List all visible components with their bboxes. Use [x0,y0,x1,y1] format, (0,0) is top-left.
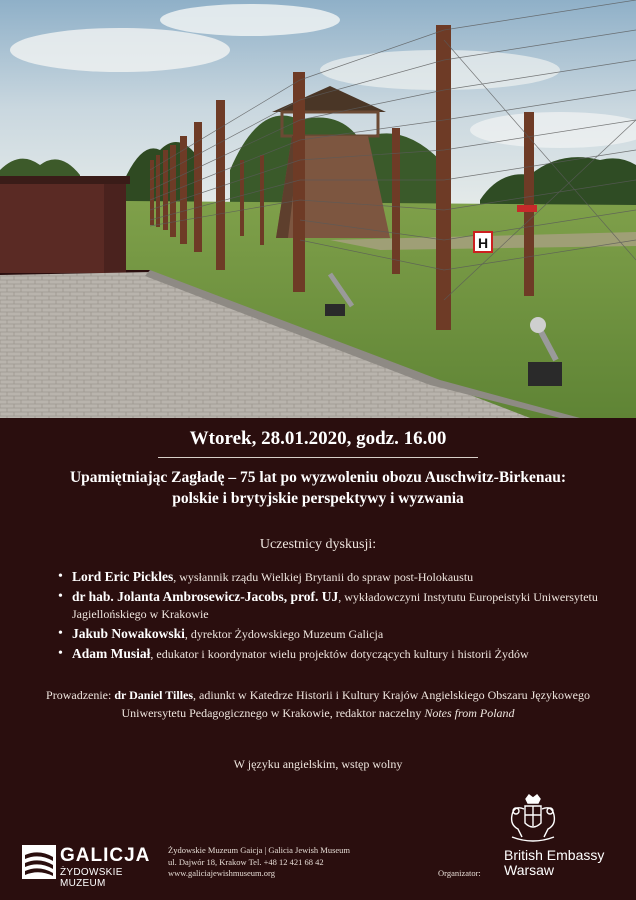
organizer-label: Organizator: [438,868,481,878]
participant-name: dr hab. Jolanta Ambrosewicz-Jacobs, prof. UJ [72,589,339,604]
moderation-prefix: Prowadzenie: [46,688,115,702]
camp-fence-photo [0,0,636,418]
publication-name: Notes from Poland [424,706,515,720]
title-line-2: polskie i brytyjskie perspektywy i wyzwania [172,490,464,507]
list-item [58,568,606,586]
title-line-1: Upamiętniając Zagładę – 75 lat po wyzwoleniu obozu Auschwitz-Birkenau: [69,469,566,486]
museum-name: Żydowskie Muzeum Gaicja | Galicia Jewish Museum [168,845,351,855]
date-divider [158,457,478,458]
participant-desc: , wykładowczyni Instytutu Europeistyki Uniwersytetu Jagiellońskiego w Krakowie [72,590,598,621]
moderator-name: dr Daniel Tilles [114,688,194,702]
participant-desc: , wysłannik rządu Wielkiej Brytanii do spraw post-Holokaustu [173,570,474,584]
moderation-info [30,686,606,722]
museum-website[interactable]: www.galiciajewishmuseum.org [168,868,275,878]
h-sign [474,232,492,252]
participants-heading: Uczestnicy dyskusji: [259,537,377,552]
event-date: Wtorek, 28.01.2020, godz. 16.00 [189,428,447,449]
cloud [160,4,340,36]
participants-list [58,568,606,665]
museum-contact [168,845,378,880]
embassy-line-1: British Embassy [504,847,605,863]
participant-name: Lord Eric Pickles [72,569,174,584]
participant-name: Adam Musiał [72,646,151,661]
cloud [10,28,230,72]
list-item [58,625,606,643]
galicja-subtitle: ŻYDOWSKIE MUZEUM [60,867,123,889]
participant-name: Jakub Nowakowski [72,626,185,641]
watchtower [272,86,390,238]
event-details [0,418,636,900]
participant-desc: , edukator i koordynator wielu projektów dotyczących kultury i historii Żydów [150,647,529,661]
embassy-name [504,848,604,878]
event-title [20,467,616,509]
galicja-mark-icon [22,845,56,879]
hero-photo [0,0,636,418]
participant-desc: , dyrektor Żydowskiego Muzeum Galicja [184,627,384,641]
svg-text:H: H [477,235,489,251]
language-note: W języku angielskim, wstęp wolny [233,757,403,771]
british-embassy-logo [498,793,628,893]
galicja-logo [22,845,162,889]
museum-address: ul. Dajwór 18, Krakow Tel. +48 12 421 68 42 [168,856,324,867]
royal-crest-icon [504,793,562,845]
list-item [58,645,606,663]
moderator-desc: , adiunkt w Katedrze Historii i Kultury Krajów Angielskiego Obszaru Językowego Uniwersytetu Pedagogicznego w Krakowie, redaktor naczelny [121,688,590,720]
red-sign [517,205,537,212]
list-item [58,588,606,623]
galicja-name: GALICJA [60,845,151,866]
shed [0,176,130,273]
embassy-line-2: Warsaw [504,862,555,878]
